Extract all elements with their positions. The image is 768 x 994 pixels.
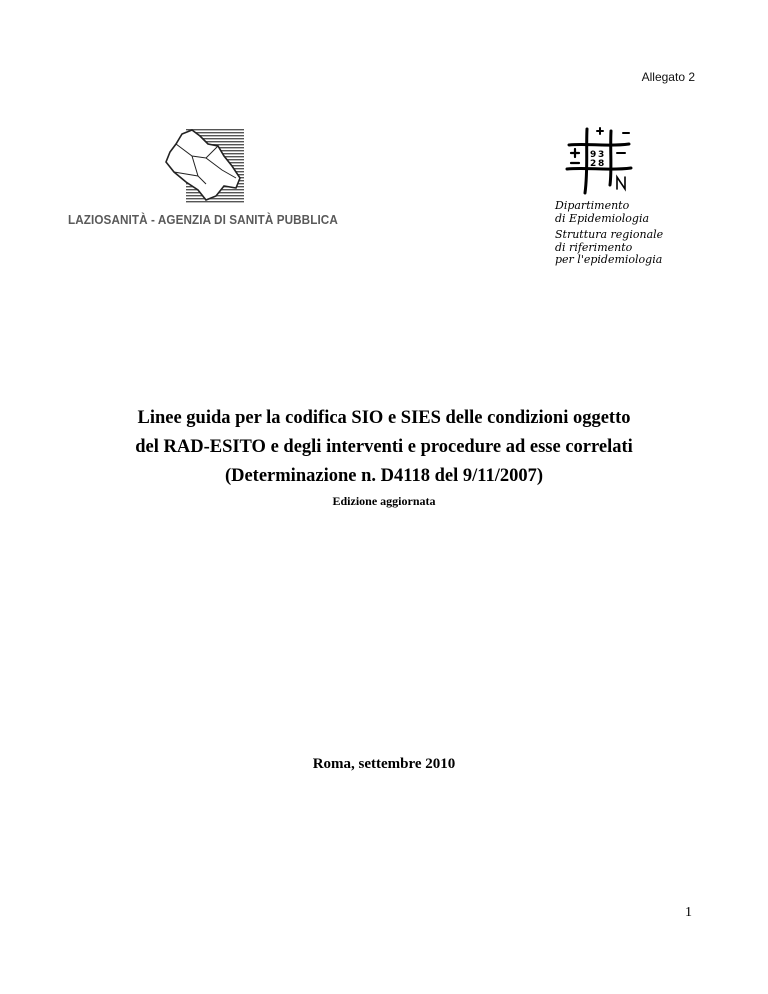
dipartimento-line: di Epidemiologia xyxy=(555,211,650,225)
document-title xyxy=(60,404,708,491)
dipartimento-line: per l'epidemiologia xyxy=(555,253,663,266)
dipartimento-line: Dipartimento xyxy=(555,199,630,212)
title-line: (Determinazione n. D4118 del 9/11/2007) xyxy=(224,466,544,486)
laziosanita-logo xyxy=(68,126,348,236)
title-line: del RAD-ESITO e degli interventi e procedure ad esse correlati xyxy=(135,437,633,457)
svg-text:2: 2 xyxy=(590,159,597,169)
dipartimento-text xyxy=(555,200,663,267)
dipartimento-line: di riferimento xyxy=(555,240,633,254)
svg-text:3: 3 xyxy=(598,150,605,160)
lazio-region-map-icon xyxy=(162,126,246,208)
dipartimento-epidemiologia-logo xyxy=(555,125,715,275)
edition-label: Edizione aggiornata xyxy=(332,494,436,508)
annex-label: Allegato 2 xyxy=(641,70,695,84)
place-date: Roma, settembre 2010 xyxy=(312,756,456,772)
title-line: Linee guida per la codifica SIO e SIES delle condizioni oggetto xyxy=(137,408,631,428)
laziosanita-logo-text: LAZIOSANITÀ - AGENZIA DI SANITÀ PUBBLICA xyxy=(68,212,338,227)
svg-text:8: 8 xyxy=(598,159,605,169)
epidemiology-grid-mark-icon xyxy=(563,125,635,197)
svg-text:9: 9 xyxy=(590,150,597,160)
dipartimento-line: Struttura regionale xyxy=(555,228,664,241)
page-number: 1 xyxy=(685,905,692,920)
